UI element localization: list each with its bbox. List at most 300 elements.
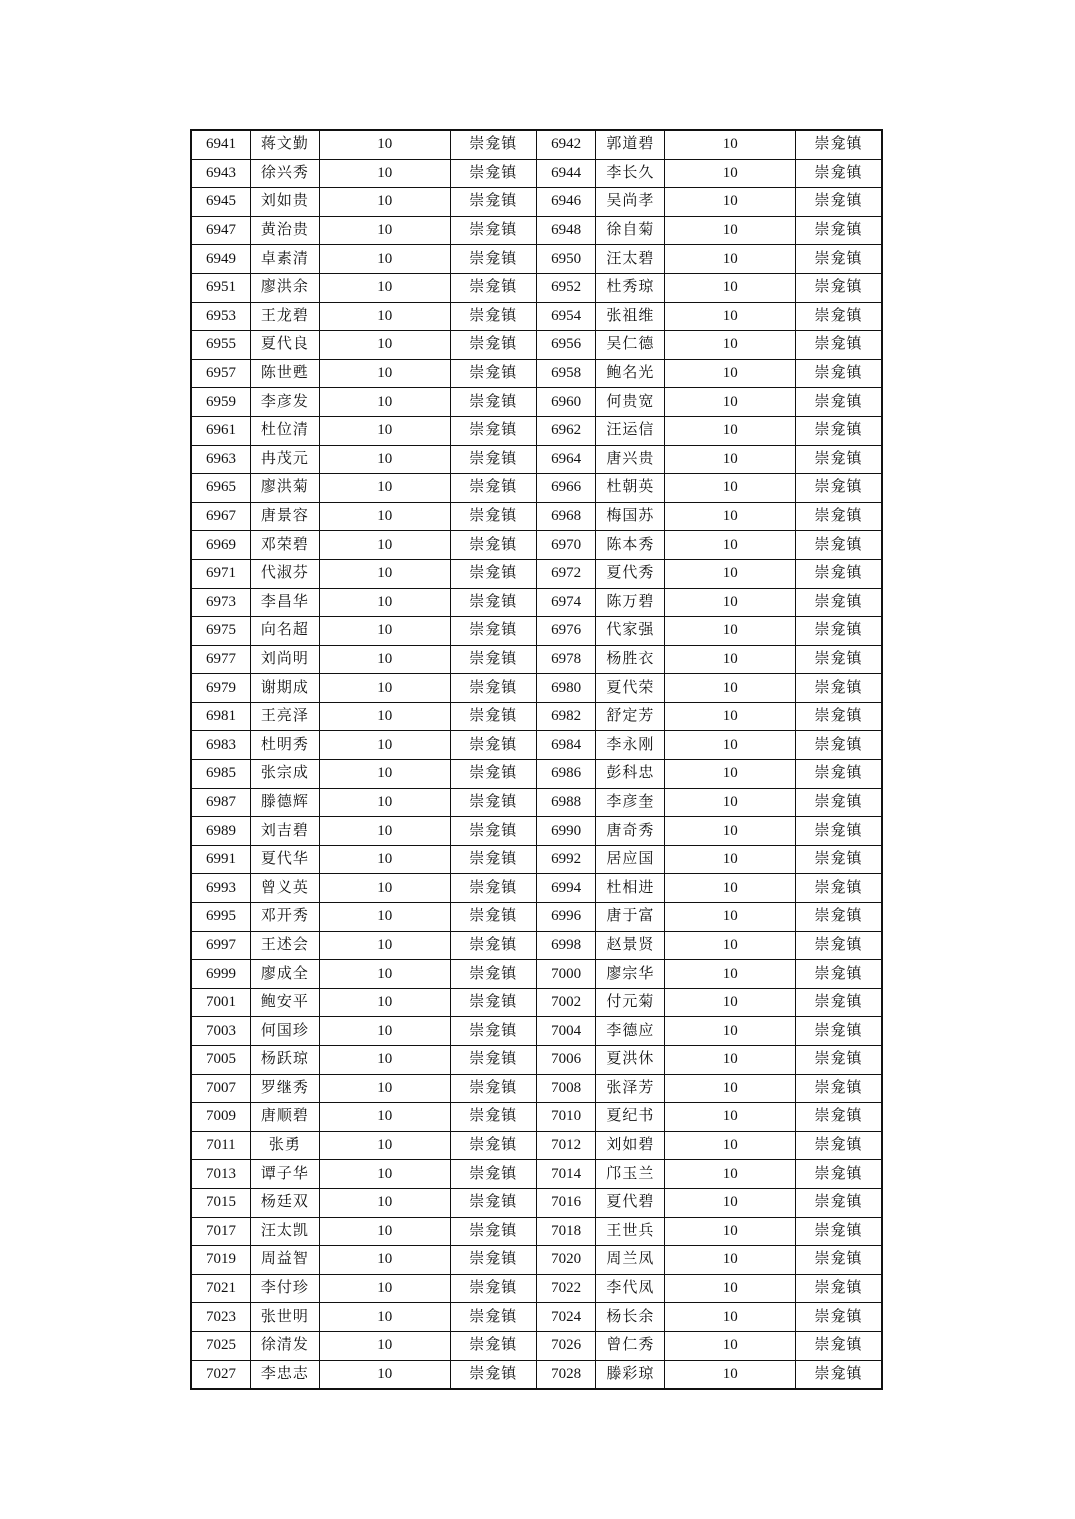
left-town-cell: 崇龛镇 [450,1103,536,1132]
left-record-id-cell: 7003 [191,1017,250,1046]
left-amount-cell: 10 [319,416,450,445]
left-town-cell: 崇龛镇 [450,874,536,903]
left-record-id-cell: 6943 [191,159,250,188]
left-town-cell: 崇龛镇 [450,216,536,245]
left-amount-cell: 10 [319,588,450,617]
right-recipient-name-cell: 吴仁德 [596,331,665,360]
right-amount-cell: 10 [665,159,796,188]
right-town-cell: 崇龛镇 [796,903,882,932]
left-recipient-name-cell: 廖洪余 [250,273,319,302]
left-town-cell: 崇龛镇 [450,1331,536,1360]
right-record-id-cell: 7024 [536,1303,595,1332]
left-recipient-name-cell: 周益智 [250,1246,319,1275]
left-amount-cell: 10 [319,1188,450,1217]
right-town-cell: 崇龛镇 [796,1074,882,1103]
left-recipient-name-cell: 杨跃琼 [250,1046,319,1075]
left-recipient-name-cell: 鲍安平 [250,988,319,1017]
right-town-cell: 崇龛镇 [796,1160,882,1189]
right-amount-cell: 10 [665,845,796,874]
left-recipient-name-cell: 徐清发 [250,1331,319,1360]
left-amount-cell: 10 [319,302,450,331]
right-town-cell: 崇龛镇 [796,1331,882,1360]
table-row [191,245,882,274]
left-amount-cell: 10 [319,474,450,503]
right-record-id-cell: 6998 [536,931,595,960]
left-amount-cell: 10 [319,845,450,874]
left-recipient-name-cell: 滕德辉 [250,788,319,817]
right-record-id-cell: 6974 [536,588,595,617]
right-record-id-cell: 6988 [536,788,595,817]
right-record-id-cell: 7020 [536,1246,595,1275]
right-record-id-cell: 6962 [536,416,595,445]
right-recipient-name-cell: 鲍名光 [596,359,665,388]
left-amount-cell: 10 [319,1160,450,1189]
left-recipient-name-cell: 刘吉碧 [250,817,319,846]
right-town-cell: 崇龛镇 [796,474,882,503]
table-row [191,874,882,903]
right-recipient-name-cell: 王世兵 [596,1217,665,1246]
left-town-cell: 崇龛镇 [450,1274,536,1303]
right-amount-cell: 10 [665,988,796,1017]
left-recipient-name-cell: 张宗成 [250,760,319,789]
right-recipient-name-cell: 夏代碧 [596,1188,665,1217]
right-record-id-cell: 6996 [536,903,595,932]
left-town-cell: 崇龛镇 [450,817,536,846]
left-recipient-name-cell: 邓荣碧 [250,531,319,560]
left-amount-cell: 10 [319,960,450,989]
right-recipient-name-cell: 唐于富 [596,903,665,932]
right-recipient-name-cell: 滕彩琼 [596,1360,665,1389]
table-row [191,502,882,531]
right-amount-cell: 10 [665,388,796,417]
left-record-id-cell: 7015 [191,1188,250,1217]
right-record-id-cell: 7028 [536,1360,595,1389]
right-recipient-name-cell: 徐自菊 [596,216,665,245]
left-town-cell: 崇龛镇 [450,388,536,417]
left-amount-cell: 10 [319,359,450,388]
right-town-cell: 崇龛镇 [796,1188,882,1217]
right-recipient-name-cell: 刘如碧 [596,1131,665,1160]
left-town-cell: 崇龛镇 [450,559,536,588]
right-amount-cell: 10 [665,1017,796,1046]
table-row [191,445,882,474]
left-town-cell: 崇龛镇 [450,645,536,674]
right-recipient-name-cell: 廖宗华 [596,960,665,989]
right-town-cell: 崇龛镇 [796,845,882,874]
right-record-id-cell: 7008 [536,1074,595,1103]
left-record-id-cell: 6959 [191,388,250,417]
left-amount-cell: 10 [319,559,450,588]
right-record-id-cell: 6982 [536,702,595,731]
left-amount-cell: 10 [319,903,450,932]
left-amount-cell: 10 [319,874,450,903]
right-amount-cell: 10 [665,416,796,445]
left-record-id-cell: 6995 [191,903,250,932]
left-record-id-cell: 7023 [191,1303,250,1332]
right-town-cell: 崇龛镇 [796,1017,882,1046]
table-row [191,302,882,331]
table-row [191,1246,882,1275]
right-record-id-cell: 7022 [536,1274,595,1303]
right-amount-cell: 10 [665,702,796,731]
left-record-id-cell: 6969 [191,531,250,560]
left-record-id-cell: 6963 [191,445,250,474]
right-amount-cell: 10 [665,1046,796,1075]
table-row [191,559,882,588]
left-recipient-name-cell: 夏代华 [250,845,319,874]
right-amount-cell: 10 [665,960,796,989]
left-amount-cell: 10 [319,159,450,188]
left-record-id-cell: 6997 [191,931,250,960]
left-town-cell: 崇龛镇 [450,588,536,617]
right-amount-cell: 10 [665,931,796,960]
left-recipient-name-cell: 张世明 [250,1303,319,1332]
left-amount-cell: 10 [319,1217,450,1246]
left-town-cell: 崇龛镇 [450,1188,536,1217]
left-amount-cell: 10 [319,531,450,560]
table-row [191,645,882,674]
left-record-id-cell: 7005 [191,1046,250,1075]
right-recipient-name-cell: 杜朝英 [596,474,665,503]
left-town-cell: 崇龛镇 [450,445,536,474]
left-recipient-name-cell: 廖洪菊 [250,474,319,503]
right-amount-cell: 10 [665,588,796,617]
right-amount-cell: 10 [665,1131,796,1160]
table-row [191,1131,882,1160]
left-amount-cell: 10 [319,1103,450,1132]
left-amount-cell: 10 [319,1360,450,1389]
left-amount-cell: 10 [319,273,450,302]
left-record-id-cell: 6985 [191,760,250,789]
table-row [191,416,882,445]
table-row [191,1160,882,1189]
right-town-cell: 崇龛镇 [796,702,882,731]
left-town-cell: 崇龛镇 [450,1360,536,1389]
left-amount-cell: 10 [319,1303,450,1332]
right-town-cell: 崇龛镇 [796,331,882,360]
right-town-cell: 崇龛镇 [796,388,882,417]
left-recipient-name-cell: 向名超 [250,617,319,646]
right-recipient-name-cell: 陈万碧 [596,588,665,617]
right-recipient-name-cell: 赵景贤 [596,931,665,960]
right-amount-cell: 10 [665,502,796,531]
table-row [191,788,882,817]
right-record-id-cell: 6960 [536,388,595,417]
left-town-cell: 崇龛镇 [450,1160,536,1189]
right-record-id-cell: 6964 [536,445,595,474]
right-amount-cell: 10 [665,1331,796,1360]
table-row [191,159,882,188]
right-record-id-cell: 6954 [536,302,595,331]
right-recipient-name-cell: 唐兴贵 [596,445,665,474]
left-town-cell: 崇龛镇 [450,617,536,646]
right-town-cell: 崇龛镇 [796,1360,882,1389]
left-town-cell: 崇龛镇 [450,1017,536,1046]
left-record-id-cell: 6967 [191,502,250,531]
left-town-cell: 崇龛镇 [450,1046,536,1075]
left-amount-cell: 10 [319,674,450,703]
table-row [191,845,882,874]
left-record-id-cell: 6973 [191,588,250,617]
right-town-cell: 崇龛镇 [796,731,882,760]
left-record-id-cell: 6941 [191,130,250,159]
table-row [191,1217,882,1246]
right-recipient-name-cell: 杜秀琼 [596,273,665,302]
right-record-id-cell: 6970 [536,531,595,560]
right-amount-cell: 10 [665,188,796,217]
right-town-cell: 崇龛镇 [796,817,882,846]
right-town-cell: 崇龛镇 [796,502,882,531]
right-town-cell: 崇龛镇 [796,445,882,474]
right-record-id-cell: 6980 [536,674,595,703]
table-row [191,702,882,731]
right-recipient-name-cell: 周兰凤 [596,1246,665,1275]
left-record-id-cell: 6983 [191,731,250,760]
table-row [191,1046,882,1075]
right-record-id-cell: 6984 [536,731,595,760]
right-amount-cell: 10 [665,617,796,646]
left-recipient-name-cell: 李忠志 [250,1360,319,1389]
left-amount-cell: 10 [319,1331,450,1360]
right-town-cell: 崇龛镇 [796,645,882,674]
right-town-cell: 崇龛镇 [796,559,882,588]
right-amount-cell: 10 [665,760,796,789]
right-record-id-cell: 6972 [536,559,595,588]
right-amount-cell: 10 [665,1246,796,1275]
left-recipient-name-cell: 李付珍 [250,1274,319,1303]
left-recipient-name-cell: 蒋文勤 [250,130,319,159]
right-recipient-name-cell: 夏代秀 [596,559,665,588]
right-recipient-name-cell: 付元菊 [596,988,665,1017]
right-record-id-cell: 6950 [536,245,595,274]
right-town-cell: 崇龛镇 [796,988,882,1017]
left-town-cell: 崇龛镇 [450,331,536,360]
right-town-cell: 崇龛镇 [796,1131,882,1160]
table-row [191,1331,882,1360]
left-recipient-name-cell: 黄治贵 [250,216,319,245]
right-amount-cell: 10 [665,788,796,817]
right-record-id-cell: 6992 [536,845,595,874]
left-amount-cell: 10 [319,245,450,274]
table-row [191,531,882,560]
right-record-id-cell: 6946 [536,188,595,217]
left-town-cell: 崇龛镇 [450,273,536,302]
table-row [191,359,882,388]
left-amount-cell: 10 [319,445,450,474]
left-recipient-name-cell: 唐景容 [250,502,319,531]
left-record-id-cell: 7025 [191,1331,250,1360]
left-town-cell: 崇龛镇 [450,760,536,789]
left-recipient-name-cell: 刘尚明 [250,645,319,674]
left-record-id-cell: 6981 [191,702,250,731]
left-recipient-name-cell: 刘如贵 [250,188,319,217]
right-town-cell: 崇龛镇 [796,588,882,617]
left-recipient-name-cell: 王龙碧 [250,302,319,331]
left-town-cell: 崇龛镇 [450,931,536,960]
right-record-id-cell: 7012 [536,1131,595,1160]
right-record-id-cell: 7010 [536,1103,595,1132]
right-recipient-name-cell: 吴尚孝 [596,188,665,217]
right-record-id-cell: 7004 [536,1017,595,1046]
left-record-id-cell: 6971 [191,559,250,588]
left-record-id-cell: 6957 [191,359,250,388]
right-recipient-name-cell: 李德应 [596,1017,665,1046]
right-record-id-cell: 6968 [536,502,595,531]
right-recipient-name-cell: 夏洪休 [596,1046,665,1075]
table-row [191,388,882,417]
left-recipient-name-cell: 汪太凯 [250,1217,319,1246]
table-row [191,674,882,703]
right-recipient-name-cell: 李永刚 [596,731,665,760]
left-record-id-cell: 7013 [191,1160,250,1189]
left-amount-cell: 10 [319,1046,450,1075]
left-recipient-name-cell: 杜明秀 [250,731,319,760]
left-record-id-cell: 7009 [191,1103,250,1132]
right-recipient-name-cell: 夏代荣 [596,674,665,703]
right-town-cell: 崇龛镇 [796,1046,882,1075]
left-recipient-name-cell: 陈世甦 [250,359,319,388]
table-row [191,1017,882,1046]
right-record-id-cell: 6942 [536,130,595,159]
left-town-cell: 崇龛镇 [450,1303,536,1332]
right-record-id-cell: 6966 [536,474,595,503]
table-row [191,273,882,302]
table-row [191,216,882,245]
left-record-id-cell: 6999 [191,960,250,989]
left-recipient-name-cell: 何国珍 [250,1017,319,1046]
left-record-id-cell: 7011 [191,1131,250,1160]
left-record-id-cell: 6987 [191,788,250,817]
table-row [191,188,882,217]
right-amount-cell: 10 [665,216,796,245]
left-record-id-cell: 6965 [191,474,250,503]
right-amount-cell: 10 [665,302,796,331]
right-recipient-name-cell: 邝玉兰 [596,1160,665,1189]
left-town-cell: 崇龛镇 [450,531,536,560]
right-record-id-cell: 7026 [536,1331,595,1360]
left-record-id-cell: 7017 [191,1217,250,1246]
table-row [191,1303,882,1332]
left-record-id-cell: 6993 [191,874,250,903]
right-amount-cell: 10 [665,731,796,760]
right-recipient-name-cell: 唐奇秀 [596,817,665,846]
left-town-cell: 崇龛镇 [450,159,536,188]
left-town-cell: 崇龛镇 [450,1217,536,1246]
table-row [191,617,882,646]
table-row [191,331,882,360]
left-town-cell: 崇龛镇 [450,474,536,503]
right-recipient-name-cell: 何贵宽 [596,388,665,417]
right-record-id-cell: 6958 [536,359,595,388]
left-amount-cell: 10 [319,760,450,789]
left-recipient-name-cell: 李彦发 [250,388,319,417]
left-town-cell: 崇龛镇 [450,1246,536,1275]
left-amount-cell: 10 [319,988,450,1017]
right-amount-cell: 10 [665,273,796,302]
right-recipient-name-cell: 李彦奎 [596,788,665,817]
left-recipient-name-cell: 张勇 [250,1131,319,1160]
table-row [191,760,882,789]
table-row [191,731,882,760]
right-town-cell: 崇龛镇 [796,617,882,646]
right-recipient-name-cell: 陈本秀 [596,531,665,560]
left-town-cell: 崇龛镇 [450,674,536,703]
table-row [191,1103,882,1132]
right-town-cell: 崇龛镇 [796,245,882,274]
right-amount-cell: 10 [665,559,796,588]
right-recipient-name-cell: 舒定芳 [596,702,665,731]
left-town-cell: 崇龛镇 [450,988,536,1017]
table-row [191,1360,882,1389]
right-record-id-cell: 6956 [536,331,595,360]
table-row [191,988,882,1017]
left-record-id-cell: 6949 [191,245,250,274]
left-record-id-cell: 7001 [191,988,250,1017]
right-record-id-cell: 7002 [536,988,595,1017]
left-recipient-name-cell: 杨廷双 [250,1188,319,1217]
right-amount-cell: 10 [665,1360,796,1389]
left-town-cell: 崇龛镇 [450,903,536,932]
right-town-cell: 崇龛镇 [796,359,882,388]
right-amount-cell: 10 [665,1074,796,1103]
left-amount-cell: 10 [319,931,450,960]
right-town-cell: 崇龛镇 [796,216,882,245]
right-recipient-name-cell: 李代凤 [596,1274,665,1303]
table-row [191,817,882,846]
table-row [191,1074,882,1103]
right-amount-cell: 10 [665,874,796,903]
right-record-id-cell: 6990 [536,817,595,846]
right-town-cell: 崇龛镇 [796,531,882,560]
right-amount-cell: 10 [665,817,796,846]
roster-table-body [191,130,882,1389]
left-amount-cell: 10 [319,1017,450,1046]
left-record-id-cell: 6975 [191,617,250,646]
right-amount-cell: 10 [665,1188,796,1217]
right-record-id-cell: 6978 [536,645,595,674]
left-amount-cell: 10 [319,388,450,417]
right-town-cell: 崇龛镇 [796,1274,882,1303]
left-record-id-cell: 7019 [191,1246,250,1275]
left-amount-cell: 10 [319,731,450,760]
right-town-cell: 崇龛镇 [796,874,882,903]
left-town-cell: 崇龛镇 [450,188,536,217]
right-record-id-cell: 6948 [536,216,595,245]
left-record-id-cell: 7021 [191,1274,250,1303]
right-amount-cell: 10 [665,903,796,932]
left-town-cell: 崇龛镇 [450,245,536,274]
left-record-id-cell: 6961 [191,416,250,445]
right-amount-cell: 10 [665,331,796,360]
right-town-cell: 崇龛镇 [796,931,882,960]
right-recipient-name-cell: 曾仁秀 [596,1331,665,1360]
right-record-id-cell: 6952 [536,273,595,302]
left-amount-cell: 10 [319,1074,450,1103]
left-record-id-cell: 6977 [191,645,250,674]
left-record-id-cell: 6945 [191,188,250,217]
right-record-id-cell: 6944 [536,159,595,188]
left-town-cell: 崇龛镇 [450,416,536,445]
left-record-id-cell: 6953 [191,302,250,331]
left-record-id-cell: 6951 [191,273,250,302]
right-town-cell: 崇龛镇 [796,302,882,331]
left-amount-cell: 10 [319,702,450,731]
right-amount-cell: 10 [665,130,796,159]
right-town-cell: 崇龛镇 [796,188,882,217]
table-row [191,1188,882,1217]
left-record-id-cell: 6991 [191,845,250,874]
right-town-cell: 崇龛镇 [796,674,882,703]
